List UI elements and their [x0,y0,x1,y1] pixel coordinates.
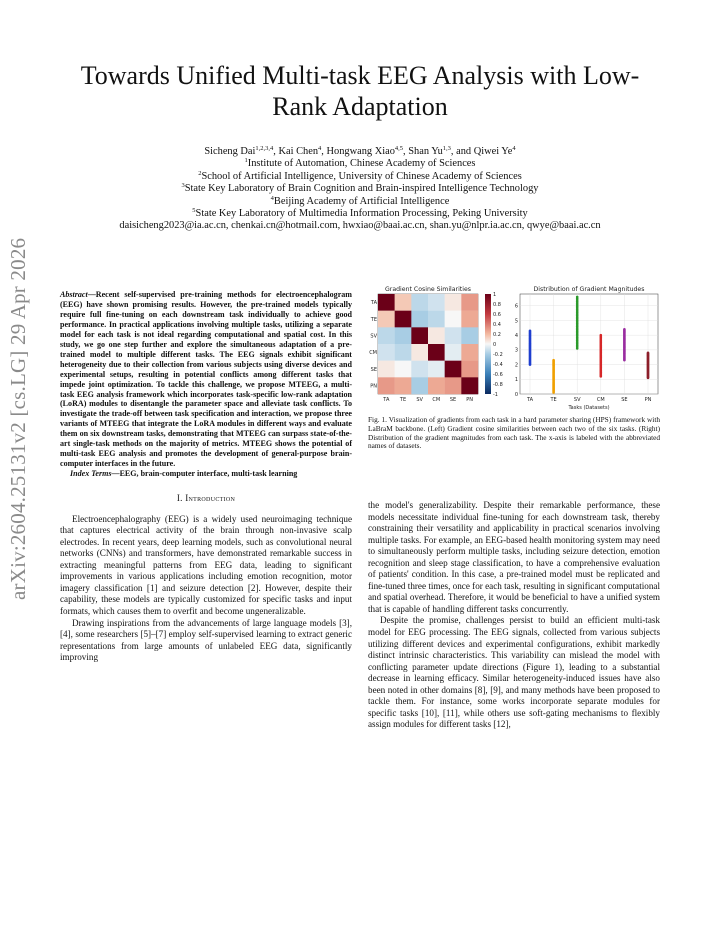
scatter-x-tick: TE [550,397,557,403]
paragraph: Drawing inspirations from the advancements of large language models [3], [4], some researchers [5]–[7] employ self-supervised learning to extract generic representations from large amounts of unlabeled EEG data, significantly improving [60,617,352,663]
scatter-y-tick: 4 [514,332,518,339]
left-column [60,290,352,664]
index-terms-label: Index Terms [70,469,112,479]
scatter-title: Distribution of Gradient Magnitudes [533,286,645,293]
scatter-y-tick: 1 [514,377,518,384]
heatmap-cell [411,311,428,328]
affiliation: $^5$State Key Laboratory of Multimedia Information Processing, Peking University [192,207,528,220]
heatmap-cell [428,361,445,378]
heatmap-x-tick: SV [416,397,423,403]
heatmap-cell [378,361,395,378]
scatter-point [623,328,626,331]
affiliation: $^3$State Key Laboratory of Brain Cognition and Brain-inspired Intelligence Technology [181,182,539,195]
heatmap-y-tick: PN [370,383,377,390]
colorbar-tick: -0.2 [493,351,503,358]
heatmap-cell [428,327,445,344]
scatter-y-tick: 0 [514,391,518,398]
heatmap-cell [428,344,445,361]
heatmap-cell [461,377,478,394]
heatmap-x-tick: SE [449,397,457,403]
author: Hongwang Xiao [326,146,395,157]
abstract-text: —Recent self-supervised pre-training methods for electroencephalogram (EEG) have shown promising results. However, the pre-trained models typically require full fine-tuning on each downstream task individually to achieve good performance. In practical applications involving multiple tasks, utilizing a separate model for each task is not ideal regarding computational and spatial cost. In this study, we go one step further and explore the simultaneous adaptation of a pre-trained model to multiple different tasks. The EEG signals exhibit significant heterogeneity due to their collection from various subjects using diverse devices and experimental setups, resulting in potential conflicts among different tasks that impede joint optimization. To tackle this challenge, we propose MTEEG, a multi-task EEG analysis framework which incorporates task-specific low-rank adaptation (LoRA) modules to disentangle the parameter space and alleviate task conflicts. To investigate the trade-off between task specification and interaction, we propose three variants of MTEEG that integrate the LoRA modules in different ways and evaluate them on six downstream tasks, demonstrating that MTEEG can surpass state-of-the-art single-task methods on the majority of metrics. MTEEG shows the potential of multi-task EEG analysis and promotes the development of general-purpose brain-computer interfaces in the future. [60,290,352,469]
heatmap-cell [445,361,462,378]
paragraph: Despite the promise, challenges persist to build an efficient multi-task model for EEG processing. The EEG signals, collected from various subjects utilizing different devices and experimental configurations, exhibit markedly distinct intrinsic characteristics. This variability can mislead the model with conflicting parameter update directions (Figure 1), leading to a substantial decrease in learning efficacy. Similar heterogeneity-induced issues have also been noted in other domains [8], [9], and many methods have been proposed to tackle them. For instance, some works incorporate separate modules for specific tasks [10], [11], while others use soft-gating mechanisms to flexibly assign modules for different tasks [12], [368,615,660,730]
heatmap-cell [378,344,395,361]
colorbar-tick: -0.4 [493,361,503,368]
heatmap-cell [428,294,445,311]
index-terms-text: —EEG, brain-computer interface, multi-task learning [111,469,298,479]
colorbar-tick: 1 [493,291,497,298]
heatmap-cell [395,311,412,328]
scatter-y-tick: 5 [514,318,518,325]
author: Kai Chen [278,146,319,157]
colorbar-tick: -0.8 [493,381,503,388]
paragraph: Electroencephalography (EEG) is a widely used neuroimaging technique that captures electrical activity of the brain through non-invasive scalp electrodes. In recent years, deep learning models, such as convolutional neural networks (CNNs) and transformers, have demonstrated remarkable success in extracting meaningful patterns from EEG data, leading to significant improvements in various applications including emotion recognition, motor imagery classification [1] and seizure detection [2]. However, despite their capability, these models are typically customized for specific tasks and input formats, which causes them to overfit and become ungeneralizable. [60,513,352,617]
scatter-y-tick: 3 [514,347,518,354]
affiliation: $^1$Institute of Automation, Chinese Academy of Sciences [244,157,476,170]
right-column [368,500,660,731]
affiliation: $^2$School of Artificial Intelligence, University of Chinese Academy of Sciences [198,169,522,182]
heatmap-cell [461,327,478,344]
figure-1-plots [368,284,660,412]
heatmap-cell [378,327,395,344]
scatter-plot [515,286,658,411]
colorbar-tick: 0.6 [493,311,501,318]
colorbar-tick: 0.4 [493,321,501,328]
colorbar-tick: -1 [493,391,498,398]
heatmap-cell [428,311,445,328]
scatter-point [529,329,532,332]
heatmap-x-tick: TA [383,397,390,403]
colorbar-tick: 0.8 [493,301,501,308]
scatter-y-tick: 6 [514,303,518,310]
colorbar-tick: -0.6 [493,371,503,378]
heatmap-cell [395,327,412,344]
heatmap-cell [378,311,395,328]
heatmap-y-tick: SV [370,333,377,340]
heatmap-cell [461,294,478,311]
colorbar-tick: 0 [493,341,497,348]
heatmap-x-tick: CM [432,397,441,403]
heatmap-y-tick: SE [370,366,377,373]
heatmap-x-tick: TE [399,397,407,403]
author-emails: daisicheng2023@ia.ac.cn, chenkai.cn@hotmail.com, hwxiao@baai.ac.cn, shan.yu@nlpr.ia.ac.cn, qwye@baai.ac.cn [119,220,601,232]
heatmap-plot [369,286,503,403]
heatmap-cell [378,377,395,394]
abstract [60,290,352,469]
heatmap-cell [445,327,462,344]
heatmap-cell [395,344,412,361]
heatmap-y-tick: CM [369,350,377,357]
heatmap-cell [445,294,462,311]
affiliation: $^4$Beijing Academy of Artificial Intelligence [270,194,450,207]
scatter-x-tick: PN [644,397,652,403]
author-block [60,146,660,233]
colorbar-tick: 0.2 [493,331,501,338]
scatter-frame [520,294,658,394]
heatmap-y-tick: TE [370,316,377,323]
heatmap-cell [445,377,462,394]
index-terms [60,469,352,479]
scatter-x-tick: TA [526,397,534,403]
heatmap-cell [461,361,478,378]
arxiv-id: arXiv:2604.25131v2 [cs.LG] 29 Apr 2026 [6,237,30,600]
scatter-point [552,359,555,362]
heatmap-cell [461,344,478,361]
heatmap-cell [411,344,428,361]
heatmap-title: Gradient Cosine Similarities [385,286,471,293]
author: Shan Yu [408,146,443,157]
scatter-point [647,352,650,355]
heatmap-cell [461,311,478,328]
scatter-x-tick: CM [596,397,605,403]
colorbar [485,294,491,394]
scatter-point [600,334,603,337]
heatmap-cell [411,327,428,344]
heatmap-cell [411,361,428,378]
heatmap-cell [395,294,412,311]
abstract-label: Abstract [60,290,88,299]
heatmap-y-tick: TA [370,300,377,307]
paragraph: the model's generalizability. Despite their remarkable performance, these models necessitate individual fine-tuning for each downstream task, thereby constraining their versatility and applicability in practical scenarios involving multiple tasks. For example, an EEG-based health monitoring system may need to simultaneously perform multiple tasks, including seizure detection, emotion recognition and sleep stage classification, to have a comprehensive evaluation of patients' condition. In this case, a pre-trained model must be replicated and fine-tuned three times, once for each task, resulting in significant computational and spatial overhead. Therefore, it would be beneficial to have a unified system that is capable of handling different tasks concurrently. [368,500,660,614]
heatmap-cell [411,294,428,311]
scatter-xlabel: Tasks (Datasets) [568,405,610,411]
heatmap-x-tick: PN [466,397,474,403]
scatter-x-tick: SV [573,397,581,403]
heatmap-cell [411,377,428,394]
heatmap-cell [395,361,412,378]
author-names: Sicheng Dai$^{1,2,3,4}$, Kai Chen$^4$, Hongwang Xiao$^{4,5}$, Shan Yu$^{1,3}$, and Qiwei Ye$^4$ [204,145,516,157]
heatmap-cell [445,344,462,361]
scatter-x-tick: SE [621,397,628,403]
scatter-y-tick: 2 [514,362,518,369]
section-heading: I. Introduction [176,493,236,504]
author: Qiwei Ye [473,146,513,157]
heatmap-cell [378,294,395,311]
heatmap-cell [395,377,412,394]
paper-title: Towards Unified Multi-task EEG Analysis with Low-Rank Adaptation [80,61,640,121]
author: Sicheng Dai [204,146,256,157]
heatmap-cell [445,311,462,328]
figure-1 [368,284,660,412]
heatmap-cell [428,377,445,394]
scatter-point [576,296,579,299]
figure-caption: Fig. 1. Visualization of gradients from each task in a hard parameter sharing (HPS) framework with LaBraM backbone. (Left) Gradient cosine similarities between each two of the six tasks. (Right) Distribution of the gradient magnitudes from each task. The x-axis is labeled with the abbreviated names of datasets. [368,415,660,451]
